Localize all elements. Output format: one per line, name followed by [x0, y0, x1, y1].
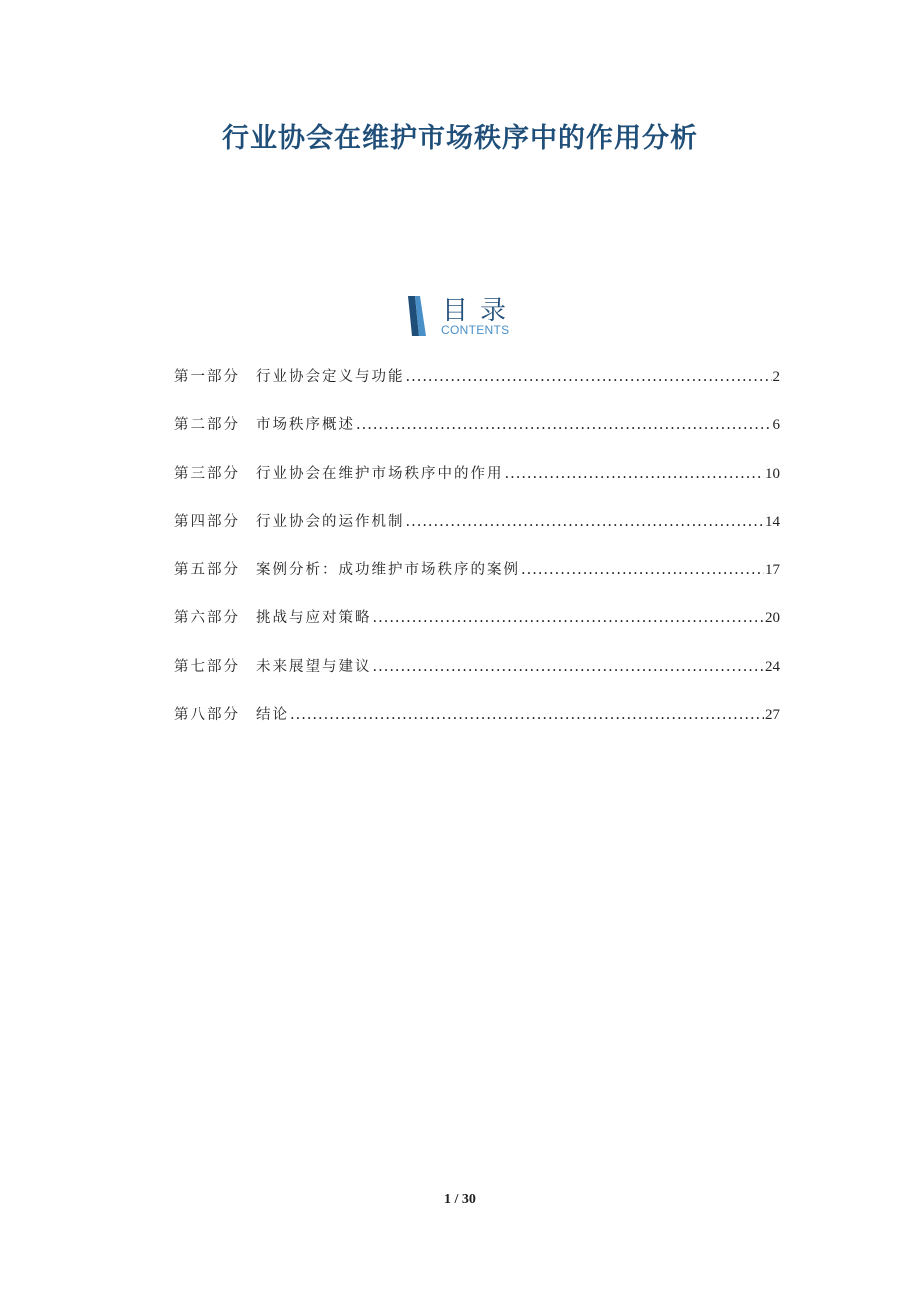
toc-entry-title: 行业协会在维护市场秩序中的作用 — [256, 465, 504, 482]
toc-entry-page: 27 — [765, 707, 780, 724]
toc-entry-page: 10 — [765, 465, 780, 482]
toc-entry-title: 结论 — [256, 707, 289, 724]
book-spine-icon — [406, 296, 432, 336]
toc-entry[interactable] — [174, 414, 780, 462]
toc-entry-title: 案例分析：成功维护市场秩序的案例 — [256, 562, 520, 579]
toc-entry-part: 第六部分 — [174, 610, 240, 627]
toc-entry-page: 6 — [772, 417, 780, 434]
toc-leader-dots — [406, 511, 765, 533]
toc-entry[interactable] — [174, 559, 780, 607]
toc-leader-dots — [521, 559, 764, 581]
toc-entry-part: 第一部分 — [174, 369, 240, 385]
toc-subheading: CONTENTS — [441, 323, 510, 337]
page-number: 1 / 30 — [444, 1192, 476, 1207]
toc-header — [406, 292, 526, 342]
toc-entry-title: 未来展望与建议 — [256, 658, 372, 675]
toc-entry-title: 挑战与应对策略 — [256, 610, 372, 627]
toc-entry-page: 24 — [765, 658, 780, 675]
toc-entry[interactable] — [174, 366, 780, 414]
toc-leader-dots — [373, 607, 765, 629]
toc-entry-page: 2 — [772, 369, 780, 385]
toc-leader-dots — [356, 414, 772, 436]
toc-leader-dots — [406, 366, 772, 388]
toc-leader-dots — [290, 704, 764, 726]
toc-entry[interactable] — [174, 511, 780, 559]
toc-entry-part: 第二部分 — [174, 417, 240, 434]
toc-entry-page: 14 — [765, 513, 780, 530]
toc-entry[interactable] — [174, 463, 780, 511]
toc-entry-page: 17 — [765, 562, 780, 579]
toc-list — [174, 366, 780, 752]
toc-entry-part: 第三部分 — [174, 465, 240, 482]
toc-entry-title: 市场秩序概述 — [256, 417, 355, 434]
toc-entry-part: 第五部分 — [174, 562, 240, 579]
toc-entry-title: 行业协会的运作机制 — [256, 513, 405, 530]
toc-entry-page: 20 — [765, 610, 780, 627]
toc-entry[interactable] — [174, 704, 780, 752]
toc-entry[interactable] — [174, 607, 780, 655]
toc-entry-part: 第四部分 — [174, 513, 240, 530]
document-title: 行业协会在维护市场秩序中的作用分析 — [222, 123, 698, 154]
toc-leader-dots — [505, 463, 765, 485]
toc-leader-dots — [373, 656, 765, 678]
toc-heading: 目录 — [442, 296, 519, 326]
toc-entry-part: 第八部分 — [174, 707, 240, 724]
toc-entry-title: 行业协会定义与功能 — [256, 369, 405, 385]
toc-entry-part: 第七部分 — [174, 658, 240, 675]
toc-entry[interactable] — [174, 656, 780, 704]
